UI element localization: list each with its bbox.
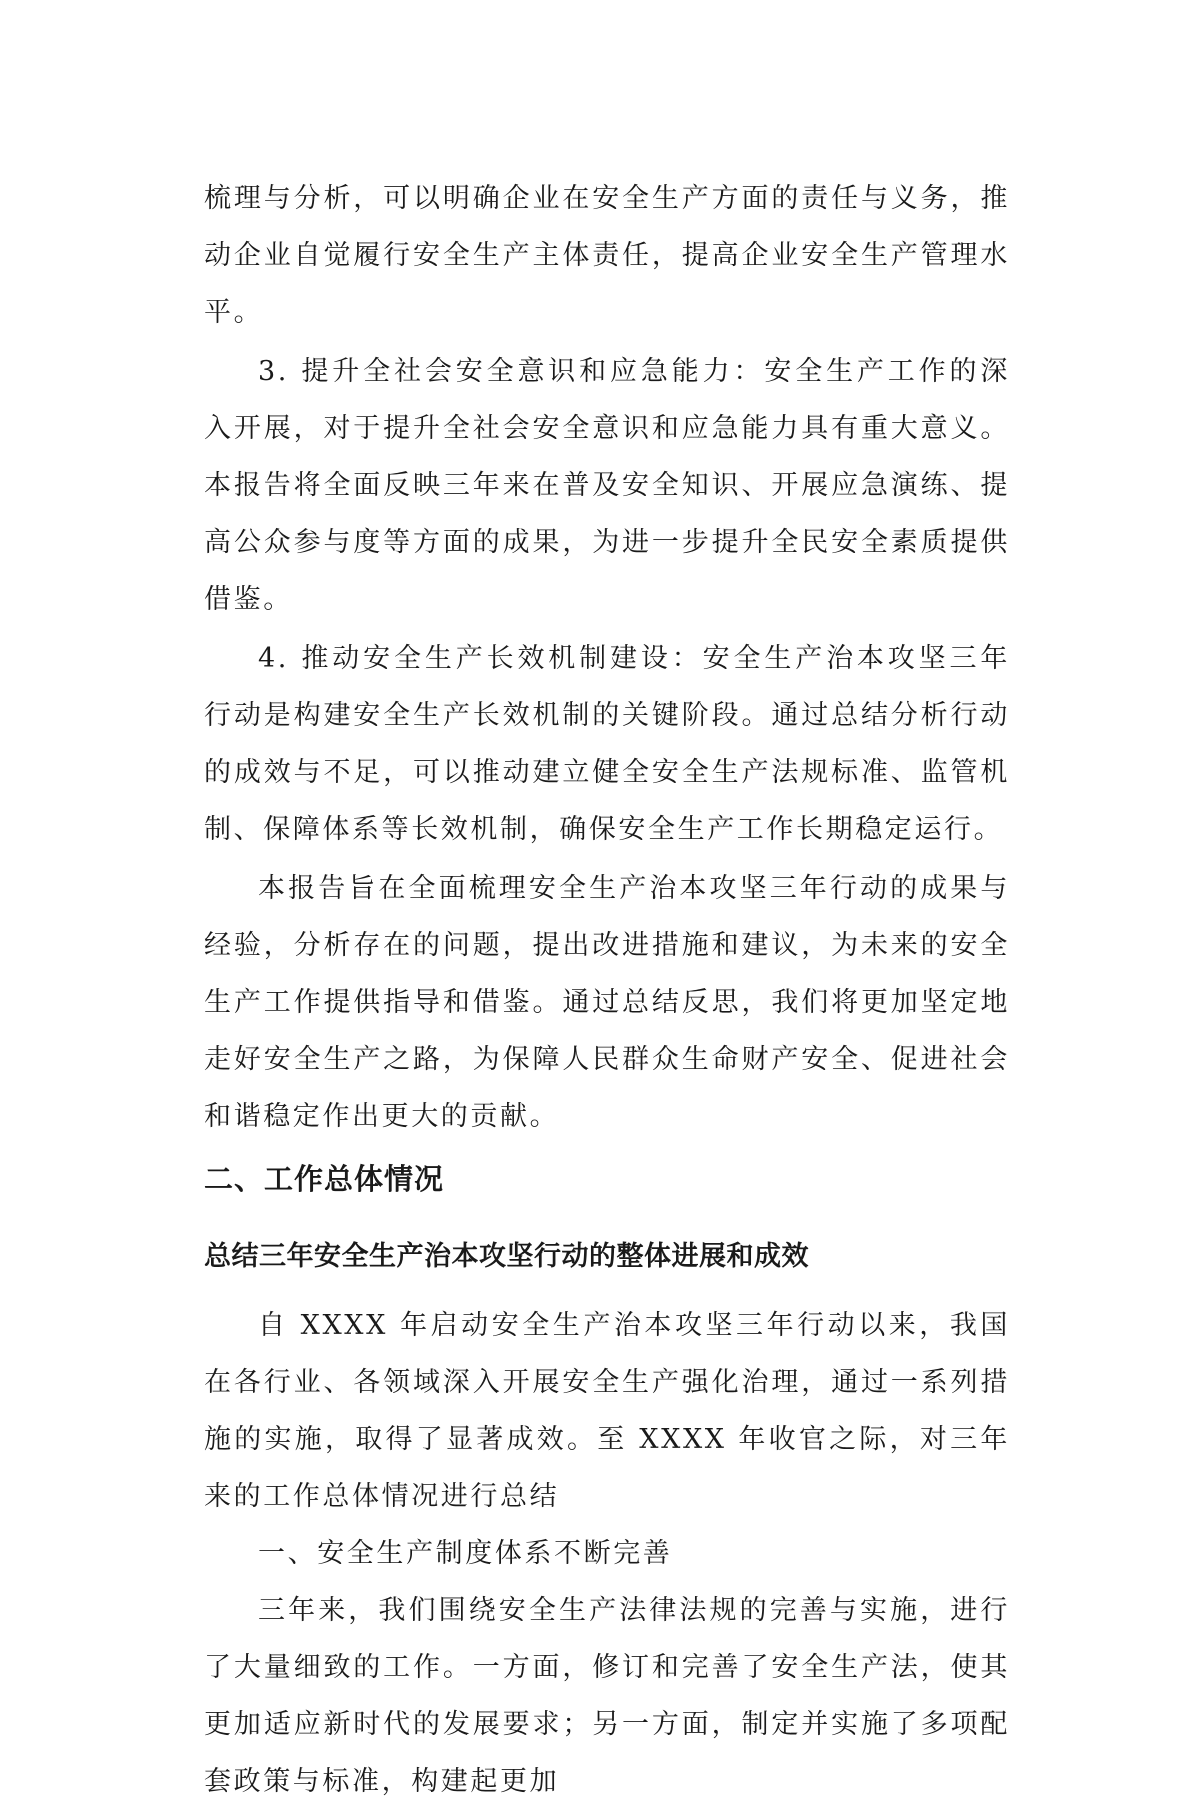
list-item-3: 3. 提升全社会安全意识和应急能力：安全生产工作的深入开展，对于提升全社会安全意识和应急能力具有重大意义。本报告将全面反映三年来在普及安全知识、开展应急演练、提高公众参与度等方面的成果，为进一步提升全民安全素质提供借鉴。 (204, 356, 1010, 615)
body-paragraph-continuation: 梳理与分析，可以明确企业在安全生产方面的责任与义务，推动企业自觉履行安全生产主体责任，提高企业安全生产管理水平。 (204, 183, 1010, 328)
page-body (204, 170, 1010, 1810)
point-1-paragraph: 三年来，我们围绕安全生产法律法规的完善与实施，进行了大量细致的工作。一方面，修订和完善了安全生产法，使其更加适应新时代的发展要求；另一方面，制定并实施了多项配套政策与标准，构建起更加 (204, 1595, 1010, 1797)
section-heading: 二、工作总体情况 (204, 1162, 445, 1196)
sub-heading: 总结三年安全生产治本攻坚行动的整体进展和成效 (204, 1241, 809, 1272)
point-1-heading: 一、安全生产制度体系不断完善 (258, 1538, 673, 1569)
list-item-4: 4. 推动安全生产长效机制建设：安全生产治本攻坚三年行动是构建安全生产长效机制的关键阶段。通过总结分析行动的成效与不足，可以推动建立健全安全生产法规标准、监管机制、保障体系等长效机制，确保安全生产工作长期稳定运行。 (204, 643, 1010, 845)
summary-intro-paragraph: 自 XXXX 年启动安全生产治本攻坚三年行动以来，我国在各行业、各领域深入开展安全生产强化治理，通过一系列措施的实施，取得了显著成效。至 XXXX 年收官之际，对三年来的工作总体情况进行总结 (204, 1310, 1010, 1512)
report-purpose-paragraph: 本报告旨在全面梳理安全生产治本攻坚三年行动的成果与经验，分析存在的问题，提出改进措施和建议，为未来的安全生产工作提供指导和借鉴。通过总结反思，我们将更加坚定地走好安全生产之路，为保障人民群众生命财产安全、促进社会和谐稳定作出更大的贡献。 (204, 873, 1010, 1132)
